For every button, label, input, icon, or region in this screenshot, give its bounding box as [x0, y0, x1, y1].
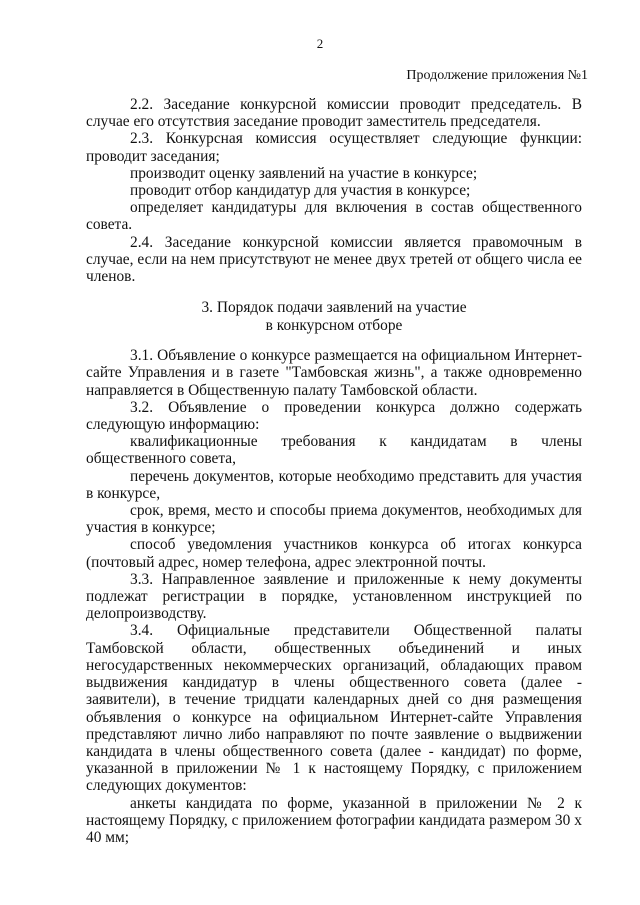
paragraph-3-1: 3.1. Объявление о конкурсе размещается на официальном Интернет-сайте Управления и в газете "Тамбовская жизнь", а также одновременно направляется в Общественную палату Тамбовской области.: [86, 347, 582, 399]
list-item: анкеты кандидата по форме, указанной в приложении № 2 к настоящему Порядку, с приложением фотографии кандидата размером 30 х 40 мм;: [86, 794, 582, 846]
list-item: проводит отбор кандидатур для участия в конкурсе;: [130, 182, 471, 200]
appendix-continuation-label: Продолжение приложения №1: [406, 68, 588, 83]
list-item: способ уведомления участников конкурса об итогах конкурса (почтовый адрес, номер телефона, адрес электронной почты.: [86, 536, 582, 571]
paragraph-2-4: 2.4. Заседание конкурсной комиссии является правомочным в случае, если на нем присутствуют не менее двух третей от общего числа ее членов.: [86, 233, 582, 286]
paragraph-3-4: 3.4. Официальные представители Общественной палаты Тамбовской области, общественных объединений и иных негосударственных некоммерческих организаций, обладающих правом выдвижения кандидатур в члены общественного совета (далее - заявители), в течение тридцати календарных дней со дня размещения объявления о конкурсе на официальном Интернет-сайте Управления представляют лично либо направляют по почте заявление о выдвижении кандидата в члены общественного совета (далее - кандидат) по форме, указанной в приложении № 1 к настоящему Порядку, с приложением следующих документов:: [86, 622, 582, 795]
list-item: перечень документов, которые необходимо представить для участия в конкурсе,: [86, 467, 582, 502]
page-number: 2: [316, 36, 324, 51]
list-item: квалификационные требования к кандидатам в члены общественного совета,: [86, 433, 582, 468]
section-heading-line: 3. Порядок подачи заявлений на участие: [201, 299, 467, 317]
list-item: производит оценку заявлений на участие в конкурсе;: [130, 164, 478, 182]
paragraph-2-2: 2.2. Заседание конкурсной комиссии проводит председатель. В случае его отсутствия заседание проводит заместитель председателя.: [86, 96, 582, 131]
paragraph-3-2: 3.2. Объявление о проведении конкурса должно содержать следующую информацию:: [86, 398, 582, 434]
section-heading: [86, 299, 582, 335]
section-heading-line: в конкурсном отборе: [265, 317, 403, 335]
list-item: срок, время, место и способы приема документов, необходимых для участия в конкурсе;: [86, 502, 582, 537]
document-body: [86, 96, 582, 846]
paragraph-2-3: 2.3. Конкурсная комиссия осуществляет следующие функции: проводит заседания;: [86, 130, 582, 165]
list-item: определяет кандидатуры для включения в состав общественного совета.: [86, 199, 582, 234]
paragraph-3-3: 3.3. Направленное заявление и приложенные к нему документы подлежат регистрации в порядке, установленном инструкцией по делопроизводству.: [86, 570, 582, 623]
